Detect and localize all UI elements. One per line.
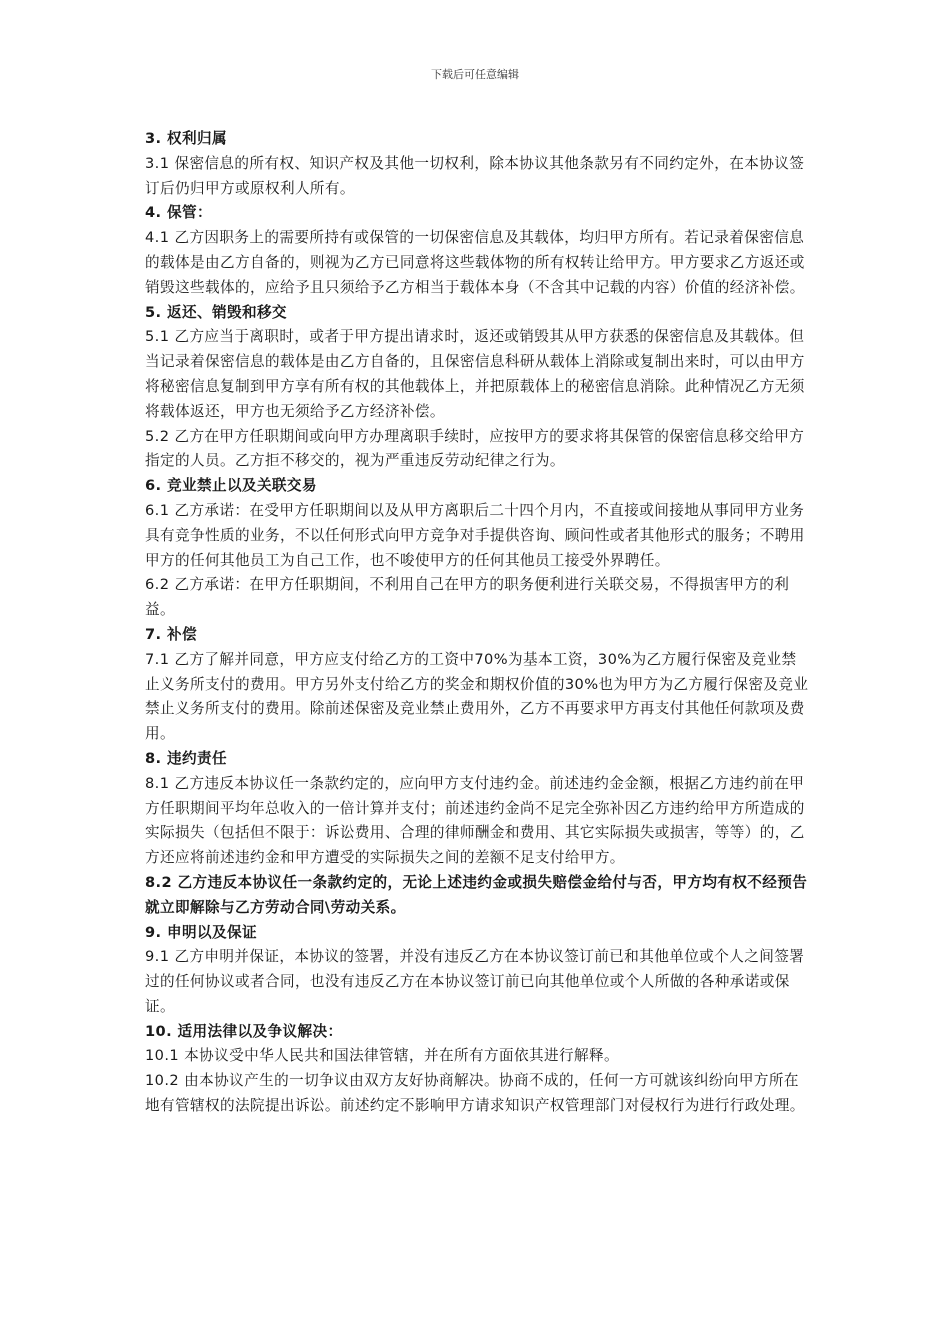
clause-paragraph: 5.1 乙方应当于离职时，或者于甲方提出请求时，返还或销毁其从甲方获悉的保密信息及其载体。但当记录着保密信息的载体是由乙方自备的，且保密信息科研从载体上消除或复制出来时，可以由甲方将秘密信息复制到甲方享有所有权的其他载体上，并把原载体上的秘密信息消除。此种情况乙方无须将载体返还，甲方也无须给予乙方经济补偿。 [145,328,805,420]
clause-paragraph: 10.2 由本协议产生的一切争议由双方友好协商解决。协商不成的，任何一方可就该纠纷向甲方所在地有管辖权的法院提出诉讼。前述约定不影响甲方请求知识产权管理部门对侵权行为进行行政处理。 [145,1072,805,1115]
section-heading: 10. 适用法律以及争议解决： [145,1022,343,1040]
clause-paragraph: 6.1 乙方承诺：在受甲方任职期间以及从甲方离职后二十四个月内，不直接或间接地从事同甲方业务具有竞争性质的业务，不以任何形式向甲方竞争对手提供咨询、顾问性或者其他形式的服务；不聘用甲方的任何其他员工为自己工作，也不唆使甲方的任何其他员工接受外界聘任。 [145,501,805,569]
clause-paragraph: 7.1 乙方了解并同意，甲方应支付给乙方的工资中70%为基本工资，30%为乙方履行保密及竞业禁止义务所支付的费用。甲方另外支付给乙方的奖金和期权价值的30%也为甲方为乙方履行保密及竞业禁止义务所支付的费用。除前述保密及竞业禁止费用外，乙方不再要求甲方再支付其他任何款项及费用。 [145,650,809,743]
page-header-note: 下载后可任意编辑 [431,68,519,81]
clause-paragraph: 4.1 乙方因职务上的需要所持有或保管的一切保密信息及其载体，均归甲方所有。若记录着保密信息的载体是由乙方自备的，则视为乙方已同意将这些载体物的所有权转让给甲方。甲方要求乙方返还或销毁这些载体的，应给予且只须给予乙方相当于载体本身（不含其中记载的内容）价值的经济补偿。 [145,229,805,296]
section-heading: 7. 补偿 [145,625,197,643]
section-heading: 4. 保管： [145,204,212,222]
document-body [145,127,810,1119]
section-heading: 9. 申明以及保证 [145,923,257,941]
clause-paragraph: 6.2 乙方承诺：在甲方任职期间，不利用自己在甲方的职务便利进行关联交易，不得损害甲方的利益。 [145,576,790,619]
section-heading: 8. 违约责任 [145,749,227,767]
section-heading: 6. 竞业禁止以及关联交易 [145,477,317,495]
clause-paragraph: 9.1 乙方申明并保证，本协议的签署，并没有违反乙方在本协议签订前已和其他单位或个人之间签署过的任何协议或者合同，也没有违反乙方在本协议签订前已向其他单位或个人所做的各种承诺或保证。 [145,948,805,1015]
clause-paragraph: 3.1 保密信息的所有权、知识产权及其他一切权利，除本协议其他条款另有不同约定外，在本协议签订后仍归甲方或原权利人所有。 [145,154,805,197]
clause-paragraph: 8.1 乙方违反本协议任一条款约定的，应向甲方支付违约金。前述违约金金额，根据乙方违约前在甲方任职期间平均年总收入的一倍计算并支付；前述违约金尚不足完全弥补因乙方违约给甲方所造成的实际损失（包括但不限于：诉讼费用、合理的律师酬金和费用、其它实际损失或损害，等等）的，乙方还应将前述违约金和甲方遭受的实际损失之间的差额不足支付给甲方。 [145,774,805,867]
bold-clause: 8.2 乙方违反本协议任一条款约定的，无论上述违约金或损失赔偿金给付与否，甲方均有权不经预告就立即解除与乙方劳动合同\劳动关系。 [145,873,808,916]
clause-paragraph: 10.1 本协议受中华人民共和国法律管辖，并在所有方面依其进行解释。 [145,1047,619,1065]
section-heading: 5. 返还、销毁和移交 [145,303,287,321]
section-heading: 3. 权利归属 [145,130,227,147]
clause-paragraph: 5.2 乙方在甲方任职期间或向甲方办理离职手续时，应按甲方的要求将其保管的保密信息移交给甲方指定的人员。乙方拒不移交的，视为严重违反劳动纪律之行为。 [145,427,805,470]
